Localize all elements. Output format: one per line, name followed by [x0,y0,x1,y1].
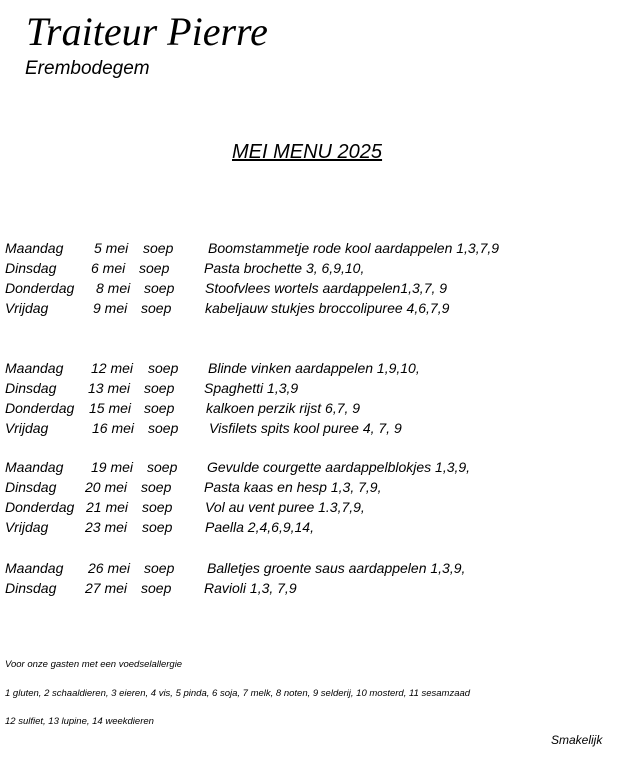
menu-title: MEI MENU 2025 [232,141,383,163]
menu-date: 8 mei [96,280,131,296]
company-title: Traiteur Pierre [26,9,268,54]
menu-day: Dinsdag [5,260,57,276]
menu-date: 23 mei [85,519,128,535]
menu-soup: soep [144,280,175,296]
menu-soup: soep [143,240,174,256]
company-location: Erembodegem [25,58,150,79]
menu-date: 19 mei [91,459,134,475]
menu-day: Dinsdag [5,580,57,596]
allergy-list-line-1: 1 gluten, 2 schaaldieren, 3 eieren, 4 vis, 5 pinda, 6 soja, 7 melk, 8 noten, 9 selderij, 10 mosterd, 11 sesamzaad [5,688,471,699]
allergy-list-line-2: 12 sulfiet, 13 lupine, 14 weekdieren [5,716,154,727]
menu-dish: Stoofvlees wortels aardappelen1,3,7, 9 [205,280,448,296]
menu-soup: soep [141,479,172,495]
menu-day: Vrijdag [5,300,49,316]
menu-date: 20 mei [85,479,128,495]
menu-day: Dinsdag [5,380,57,396]
menu-soup: soep [141,580,172,596]
allergy-intro: Voor onze gasten met een voedselallergie [5,659,183,670]
menu-day: Donderdag [5,499,75,515]
menu-soup: soep [148,360,179,376]
menu-date: 15 mei [89,400,132,416]
menu-soup: soep [142,519,173,535]
menu-dish: Pasta brochette 3, 6,9,10, [204,260,365,276]
menu-dish: Boomstammetje rode kool aardappelen 1,3,7,9 [208,240,500,256]
menu-dish: Balletjes groente saus aardappelen 1,3,9, [207,560,466,576]
closing-greeting: Smakelijk [551,733,603,747]
menu-date: 26 mei [88,560,131,576]
menu-soup: soep [148,420,179,436]
menu-soup: soep [144,380,175,396]
menu-date: 5 mei [94,240,129,256]
menu-dish: kabeljauw stukjes broccolipuree 4,6,7,9 [205,300,450,316]
menu-day: Vrijdag [5,519,49,535]
menu-day: Maandag [5,560,64,576]
menu-soup: soep [144,560,175,576]
menu-soup: soep [144,400,175,416]
menu-date: 13 mei [88,380,131,396]
menu-dish: Visfilets spits kool puree 4, 7, 9 [209,420,402,436]
menu-date: 12 mei [91,360,134,376]
menu-date: 21 mei [86,499,129,515]
menu-dish: Ravioli 1,3, 7,9 [204,580,297,596]
menu-date: 6 mei [91,260,126,276]
menu-soup: soep [141,300,172,316]
menu-day: Maandag [5,459,64,475]
menu-dish: Pasta kaas en hesp 1,3, 7,9, [204,479,382,495]
menu-date: 9 mei [93,300,128,316]
menu-soup: soep [139,260,170,276]
menu-dish: Spaghetti 1,3,9 [204,380,299,396]
menu-dish: Gevulde courgette aardappelblokjes 1,3,9, [207,459,471,475]
menu-day: Donderdag [5,280,75,296]
menu-dish: kalkoen perzik rijst 6,7, 9 [206,400,361,416]
menu-day: Maandag [5,360,64,376]
menu-date: 27 mei [85,580,128,596]
menu-soup: soep [142,499,173,515]
menu-day: Maandag [5,240,64,256]
menu-day: Vrijdag [5,420,49,436]
menu-soup: soep [147,459,178,475]
menu-dish: Paella 2,4,6,9,14, [205,519,314,535]
menu-dish: Blinde vinken aardappelen 1,9,10, [208,360,420,376]
menu-day: Donderdag [5,400,75,416]
menu-date: 16 mei [92,420,135,436]
menu-day: Dinsdag [5,479,57,495]
menu-dish: Vol au vent puree 1.3,7,9, [205,499,365,515]
